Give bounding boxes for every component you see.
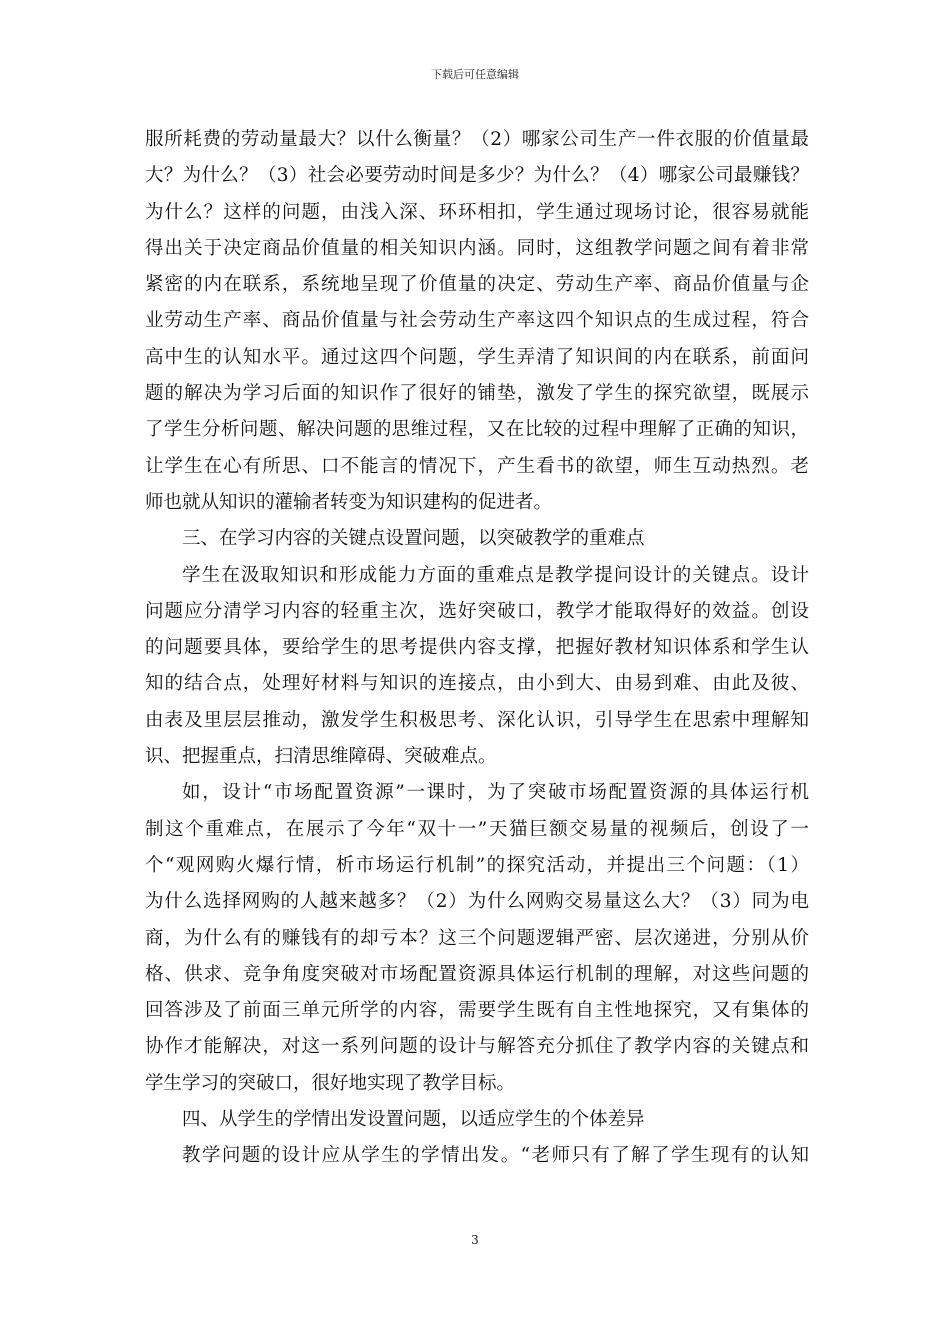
text-line: 了学生分析问题、解决问题的思维过程，又在比较的过程中理解了正确的知识， xyxy=(145,419,809,441)
text-line: 协作才能解决，对这一系列问题的设计与解答充分抓住了教学内容的关键点和 xyxy=(145,1036,809,1058)
text-line: 学生学习的突破口，很好地实现了教学目标。 xyxy=(145,1072,516,1094)
text-line: 个“观网购火爆行情，析市场运行机制”的探究活动，并提出三个问题：（1） xyxy=(145,854,809,876)
page-number: 3 xyxy=(471,1233,479,1247)
paragraph xyxy=(145,1138,809,1174)
paragraph xyxy=(145,775,809,1102)
text-line: 让学生在心有所思、口不能言的情况下，产生看书的欲望，师生互动热烈。老 xyxy=(145,455,809,477)
text-line: 如，设计“市场配置资源”一课时，为了突破市场配置资源的具体运行机 xyxy=(182,782,809,804)
text-line: 大？为什么？（3）社会必要劳动时间是多少？为什么？（4）哪家公司最赚钱？ xyxy=(145,165,809,187)
text-line: 制这个重难点，在展示了今年“双十一”天猫巨额交易量的视频后，创设了一 xyxy=(145,818,809,840)
text-line: 知的结合点，处理好材料与知识的连接点，由小到大、由易到难、由此及彼、 xyxy=(145,673,809,695)
text-line: 得出关于决定商品价值量的相关知识内涵。同时，这组教学问题之间有着非常 xyxy=(145,237,809,259)
text-line: 识、把握重点，扫清思维障碍、突破难点。 xyxy=(145,746,497,768)
text-line: 的问题要具体，要给学生的思考提供内容支撑，把握好教材知识体系和学生认 xyxy=(145,637,809,659)
text-line: 学生在汲取知识和形成能力方面的重难点是教学提问设计的关键点。设计 xyxy=(182,564,809,586)
text-line: 为什么？这样的问题，由浅入深、环环相扣，学生通过现场讨论，很容易就能 xyxy=(145,201,809,223)
paragraph xyxy=(145,558,809,776)
paragraph xyxy=(145,122,809,521)
text-line: 由表及里层层推动，激发学生积极思考、深化认识，引导学生在思索中理解知 xyxy=(145,709,809,731)
text-line: 格、供求、竞争角度突破对市场配置资源具体运行机制的理解，对这些问题的 xyxy=(145,963,809,985)
text-line: 服所耗费的劳动量最大？以什么衡量？（2）哪家公司生产一件衣服的价值量最 xyxy=(145,129,809,150)
text-line: 紧密的内在联系，系统地呈现了价值量的决定、劳动生产率、商品价值量与企 xyxy=(145,274,809,296)
text-line: 为什么选择网购的人越来越多？（2）为什么网购交易量这么大？（3）同为电 xyxy=(145,891,809,913)
section-heading: 四、从学生的学情出发设置问题，以适应学生的个体差异 xyxy=(182,1109,645,1131)
document-body xyxy=(145,122,809,1175)
text-line: 回答涉及了前面三单元所学的内容，需要学生既有自主性地探究，又有集体的 xyxy=(145,1000,809,1022)
text-line: 教学问题的设计应从学生的学情出发。“老师只有了解了学生现有的认知 xyxy=(182,1145,809,1167)
text-line: 业劳动生产率、商品价值量与社会劳动生产率这四个知识点的生成过程，符合 xyxy=(145,310,809,332)
text-line: 题的解决为学习后面的知识作了很好的铺垫，激发了学生的探究欲望，既展示 xyxy=(145,383,809,405)
page-header: 下载后可任意编辑 xyxy=(431,68,519,81)
text-line: 商，为什么有的赚钱有的却亏本？这三个问题逻辑严密、层次递进，分别从价 xyxy=(145,927,809,949)
text-line: 师也就从知识的灌输者转变为知识建构的促进者。 xyxy=(145,491,553,513)
text-line: 高中生的认知水平。通过这四个问题，学生弄清了知识间的内在联系，前面问 xyxy=(145,346,809,368)
section-heading: 三、在学习内容的关键点设置问题，以突破教学的重难点 xyxy=(182,528,645,550)
text-line: 问题应分清学习内容的轻重主次，选好突破口，教学才能取得好的效益。创设 xyxy=(145,600,809,622)
